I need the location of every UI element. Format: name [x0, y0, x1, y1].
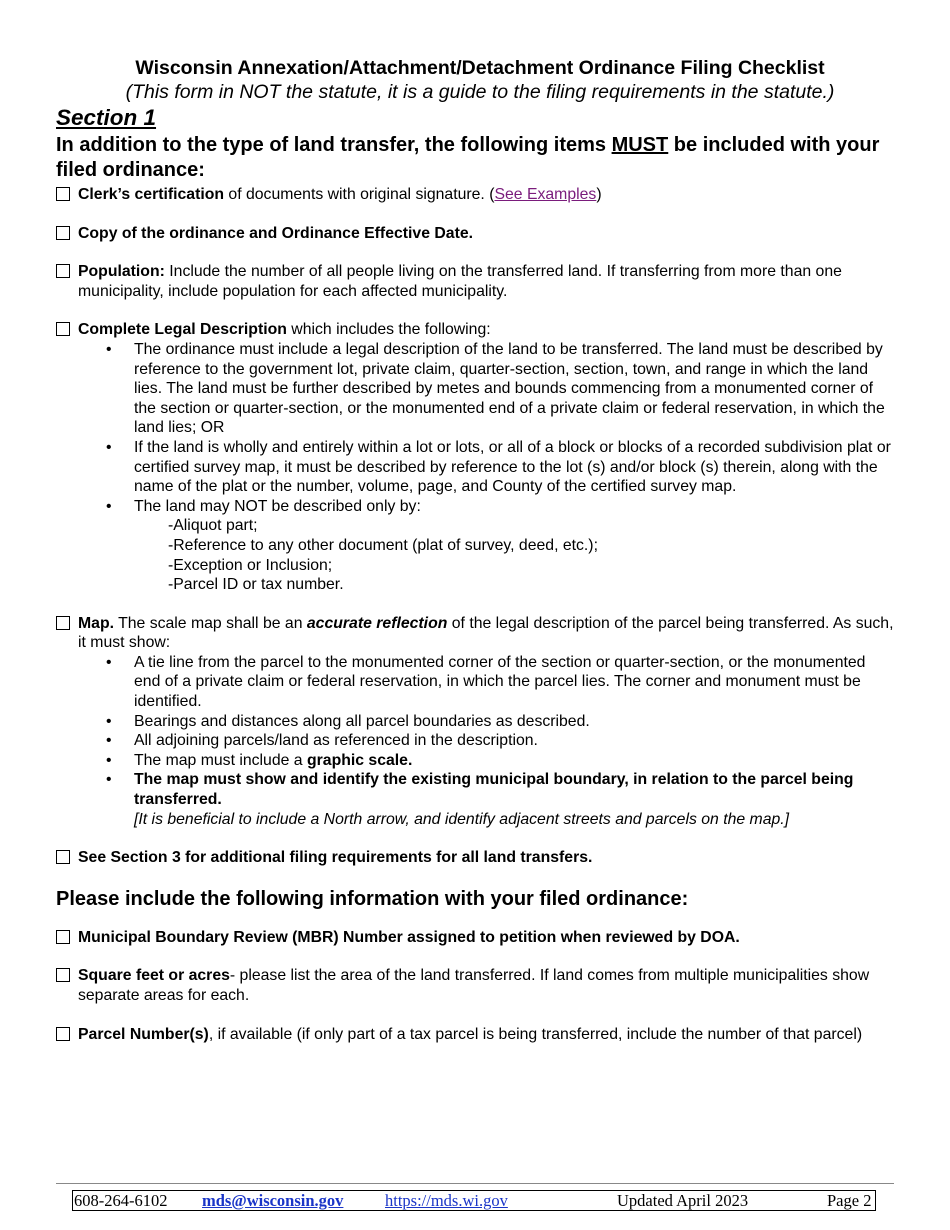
- list-item: [56, 497, 896, 517]
- legal-bullet-text: The ordinance must include a legal description of the land to be transferred. The land must be described by reference to the government lot, private claim, quarter-section, section, town, and range in which the land lies. The land must be further described by metes and bounds commencing from a monumented corner of the section or quarter-section, or the monumented end of a private claim or federal reservation, in which the land lies; OR: [134, 340, 885, 437]
- checklist-item-map: [56, 614, 896, 653]
- area-label: Square feet or acres: [78, 967, 230, 985]
- checkbox-parcel[interactable]: [56, 1027, 70, 1041]
- map-scale-bold: graphic scale.: [306, 751, 413, 769]
- bullet-icon: •: [106, 771, 112, 789]
- checkbox-population[interactable]: [56, 264, 70, 278]
- legal-bullet-text: The land may NOT be described only by:: [134, 497, 421, 515]
- list-item: [56, 770, 896, 809]
- section-2-heading: Please include the following information with your filed ordinance:: [56, 887, 689, 910]
- page-subtitle: (This form in NOT the statute, it is a guide to the filing requirements in the statute.): [125, 81, 835, 103]
- checklist-item-legal: [56, 320, 896, 340]
- bullet-icon: •: [106, 751, 112, 769]
- map-bullet-text: All adjoining parcels/land as referenced in the description.: [134, 732, 538, 750]
- parcel-text: , if available (if only part of a tax parcel is being transferred, include the number of that parcel): [208, 1025, 863, 1043]
- checklist-item-copy: [56, 224, 896, 244]
- map-note: [It is beneficial to include a North arrow, and identify adjacent streets and parcels on the map.]: [134, 810, 790, 828]
- map-emphasis: accurate reflection: [306, 614, 448, 632]
- bullet-icon: •: [106, 653, 112, 671]
- list-item: [56, 653, 896, 712]
- list-item: [56, 340, 896, 438]
- population-text: Include the number of all people living on the transferred land. If transferring from more than one municipality, include population for each affected municipality.: [78, 263, 842, 300]
- legal-bullet-list: [56, 340, 896, 516]
- map-boundary-text: The map must show and identify the existing municipal boundary, in relation to the parcel being transferred.: [134, 771, 854, 809]
- bullet-icon: •: [106, 712, 112, 730]
- footer-email-link[interactable]: mds@wisconsin.gov: [202, 1191, 344, 1210]
- checkbox-section3[interactable]: [56, 850, 70, 864]
- checkbox-copy[interactable]: [56, 226, 70, 240]
- list-item: [56, 731, 896, 751]
- map-bullet-text: Bearings and distances along all parcel boundaries as described.: [134, 712, 590, 730]
- map-bullet-text: A tie line from the parcel to the monumented corner of the section or quarter-section, or the monumented end of a private claim or federal reservation, in which the parcel lies. The corner and monument must be identified.: [134, 653, 866, 711]
- section3-label: See Section 3 for additional filing requirements for all land transfers.: [78, 849, 593, 867]
- checkbox-clerk[interactable]: [56, 187, 70, 201]
- clerk-label: Clerk’s certification: [78, 186, 225, 203]
- list-item: [56, 712, 896, 732]
- legal-text: which includes the following:: [286, 321, 491, 339]
- checklist-item-parcel: [56, 1025, 896, 1045]
- bullet-icon: •: [106, 497, 112, 515]
- section-1-lead: [56, 133, 896, 183]
- checklist-item-area: [56, 966, 896, 1005]
- lead-text-2: be included with your filed ordinance:: [56, 134, 880, 181]
- checklist-item-clerk: [56, 185, 896, 205]
- mbr-label: Municipal Boundary Review (MBR) Number assigned to petition when reviewed by DOA.: [78, 928, 740, 946]
- legal-subline: -Parcel ID or tax number.: [168, 576, 344, 594]
- page-title: Wisconsin Annexation/Attachment/Detachment Ordinance Filing Checklist: [135, 57, 825, 79]
- legal-subline: -Aliquot part;: [168, 517, 258, 535]
- map-text-1: The scale map shall be an: [113, 614, 307, 632]
- copy-label: Copy of the ordinance and Ordinance Effective Date.: [78, 224, 473, 242]
- section-1-heading: Section 1: [56, 105, 157, 130]
- bullet-icon: •: [106, 732, 112, 750]
- checklist-item-mbr: [56, 928, 896, 948]
- legal-subline: -Exception or Inclusion;: [168, 556, 333, 574]
- clerk-after: ): [596, 186, 602, 203]
- map-text-2: of the legal description of the parcel being transferred. As such, it must show:: [78, 614, 894, 652]
- lead-text-1: In addition to the type of land transfer, the following items: [56, 134, 612, 156]
- footer-url-link[interactable]: https://mds.wi.gov: [385, 1191, 508, 1210]
- see-examples-link[interactable]: See Examples: [494, 186, 597, 203]
- page-footer: [56, 1183, 894, 1210]
- map-label: Map.: [78, 614, 114, 632]
- lead-must: MUST: [611, 134, 669, 156]
- legal-subline: -Reference to any other document (plat of survey, deed, etc.);: [168, 536, 598, 554]
- document-page: [56, 56, 896, 1044]
- population-label: Population:: [78, 263, 165, 281]
- map-bullet-list: [56, 653, 896, 810]
- footer-updated: Updated April 2023: [617, 1191, 749, 1210]
- list-item: [56, 438, 896, 497]
- area-text: - please list the area of the land transferred. If land comes from multiple municipalities show separate areas for each.: [78, 967, 870, 1004]
- checkbox-area[interactable]: [56, 968, 70, 982]
- checkbox-mbr[interactable]: [56, 930, 70, 944]
- checkbox-legal[interactable]: [56, 322, 70, 336]
- checklist-item-population: [56, 262, 896, 301]
- checkbox-map[interactable]: [56, 616, 70, 630]
- legal-bullet-text: If the land is wholly and entirely within a lot or lots, or all of a block or blocks of a recorded subdivision plat or certified survey map, it must be described by reference to the lot (s) and/or block (s) therein, along with the name of the plat or the number, volume, page, and County of the certified survey map.: [134, 438, 891, 496]
- footer-phone: 608-264-6102: [74, 1191, 168, 1210]
- bullet-icon: •: [106, 340, 112, 358]
- footer-box: [72, 1190, 876, 1211]
- legal-label: Complete Legal Description: [78, 321, 287, 339]
- checklist-item-section3: [56, 848, 896, 868]
- clerk-text: of documents with original signature. (: [224, 186, 495, 203]
- footer-page-number: Page 2: [827, 1191, 872, 1210]
- bullet-icon: •: [106, 438, 112, 456]
- parcel-label: Parcel Number(s): [78, 1025, 209, 1043]
- map-scale-text: The map must include a: [134, 751, 307, 769]
- list-item: [56, 751, 896, 771]
